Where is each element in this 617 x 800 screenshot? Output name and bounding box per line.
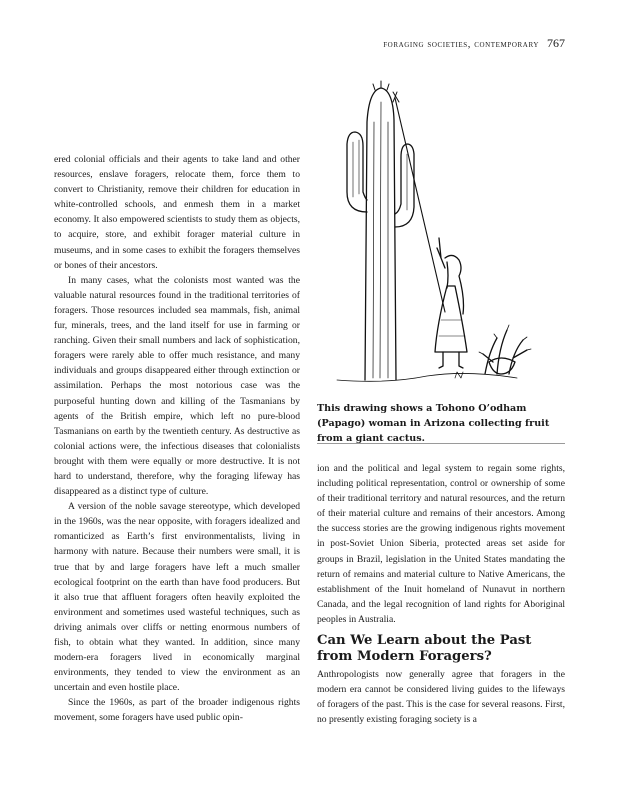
page-number: 767 [547,36,565,50]
desert-shrub [483,330,527,374]
woman-skirt [435,286,467,352]
running-head [383,36,565,51]
paragraph: Anthropologists now generally agree that foragers in the modern era cannot be considered living guides to the lifeways of foragers of the past. This is the case for several reasons. First, no presently existing foraging society is a [317,669,565,726]
cactus-left-arm [347,132,367,212]
cactus-illustration [317,62,565,394]
harvest-pole [395,98,445,312]
paragraph: In many cases, what the colonists most wanted was the valuable natural resources found in the traditional territories of foragers. Those resources included sea mammals, fish, animal fur, minerals, trees, and the land itself for use in farming or ranching. Given their small numbers and lack of sophistication, foragers were rarely able to offer much resistance, and many individuals and groups disappeared either through extinction or assimilation. Perhaps the most notorious case was the purposeful hunting down and killing of the Tasmanians by agents of the British empire, which left no pure-blood Tasmanians on earth by the twentieth century. As destructive as colonial actions were, the infectious diseases that colonialists brought with them were equally or more destructive. It is not hard to understand, therefore, why the foraging lifeway has disappeared as a distinct type of culture. [54,274,300,498]
figure-caption: This drawing shows a Tohono O’odham (Papago) woman in Arizona collecting fruit from a giant cactus. [317,403,550,444]
cactus-drawing [317,62,565,394]
woman-arms [437,238,445,268]
paragraph: Since the 1960s, as part of the broader indigenous rights movement, some foragers have used public opin- [54,697,300,724]
cactus-right-arm [395,144,414,227]
caption-divider [317,443,565,444]
paragraph: ion and the political and legal system to regain some rights, including political representation, control or ownership of some of their traditional territory and natural resources, and the return of their material culture and remains of their ancestors. Among the success stories are the growing indigenous rights movement in post-Soviet Union Siberia, protected areas set aside for groups in Brazil, legislation in the United States mandating the return of remains and material culture to Native Americans, the establishment of the Inuit homeland of Nunavut in northern Canada, and the legal recognition of land rights for Aboriginal peoples in Australia. [317,463,565,625]
left-column [54,152,300,726]
running-title: foraging societies, contemporary [383,39,539,50]
right-column [317,461,565,727]
section-heading: Can We Learn about the Past from Modern Foragers? [317,633,532,665]
paragraph: ered colonial officials and their agents to take land and other resources, enslave foragers, relocate them, force them to convert to Christianity, remove their children for education in white-controlled schools, and enmesh them in a market economy. It also empowered scientists to study them as objects, to acquire, store, and exhibit forager material culture in museums, and in some cases to exhibit the foragers themselves or bones of their ancestors. [54,154,300,271]
paragraph: A version of the noble savage stereotype, which developed in the 1960s, was the near opposite, with foragers idealized and romanticized as Earth’s first environmentalists, living in harmony with nature. Because their numbers were small, it is true that by and large foragers have left a much smaller ecological footprint on the earth than have food producers. But it also true that affluent foragers often heavily exploited the environment and sometimes used wasteful techniques, such as driving animals over cliffs or netting enormous numbers of fish, to obtain what they wanted. In addition, since many modern-era foragers lived in economically marginal environments, they tended to view the environment as an uncertain and even hostile place. [54,501,300,694]
